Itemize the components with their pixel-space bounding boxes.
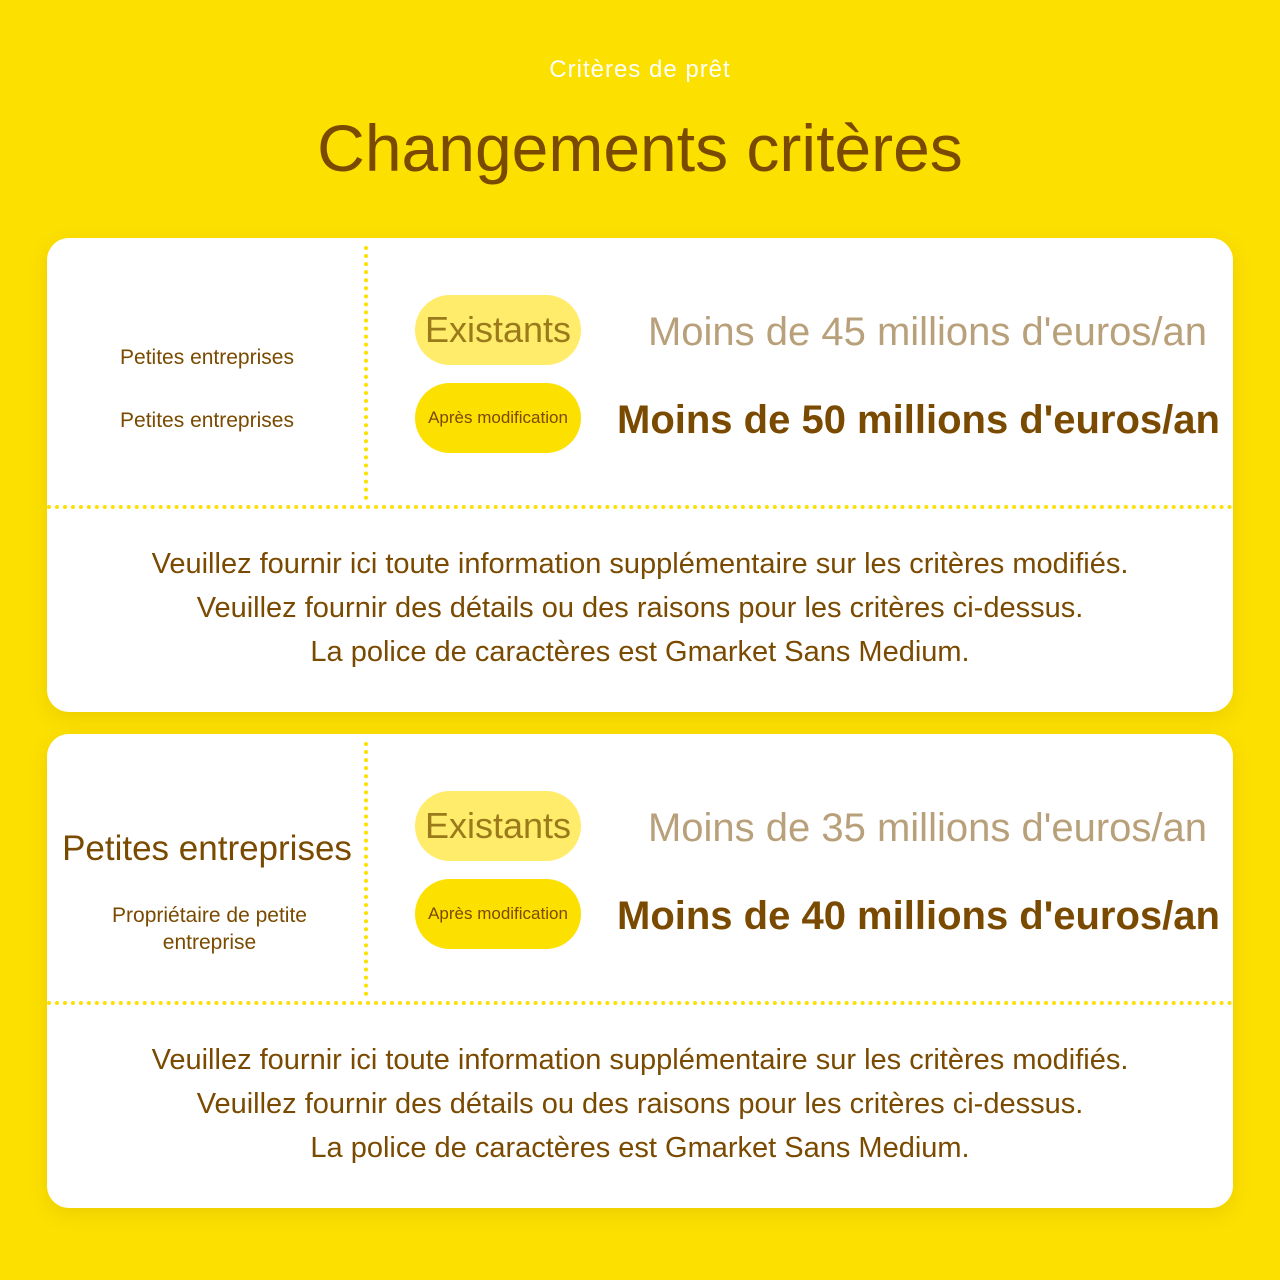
eyebrow-label: Critères de prêt — [549, 56, 731, 83]
description-line: Veuillez fournir des détails ou des raisons pour les critères ci-dessus. — [196, 1088, 1084, 1120]
category-sublabel: Propriétaire de petite entreprise — [112, 904, 307, 954]
category-sublabel: Petites entreprises — [120, 409, 294, 432]
description-line: Veuillez fournir ici toute information supplémentaire sur les critères modifiés. — [151, 548, 1129, 580]
vertical-divider — [364, 246, 368, 500]
after-modification-value: Moins de 40 millions d'euros/an — [617, 894, 1220, 938]
existing-value: Moins de 45 millions d'euros/an — [647, 310, 1207, 354]
existing-value: Moins de 35 millions d'euros/an — [647, 806, 1207, 850]
criteria-card-1 — [47, 238, 1233, 712]
description-line: Veuillez fournir ici toute information supplémentaire sur les critères modifiés. — [151, 1044, 1129, 1076]
vertical-divider — [364, 742, 368, 996]
horizontal-divider — [47, 1001, 1233, 1005]
after-modification-badge: Après modification — [415, 879, 581, 949]
description-line: La police de caractères est Gmarket Sans Medium. — [310, 1132, 970, 1164]
existing-badge: Existants — [415, 791, 581, 861]
category-label: Petites entreprises — [120, 346, 294, 369]
after-modification-badge: Après modification — [415, 383, 581, 453]
description-block — [47, 1038, 1233, 1170]
horizontal-divider — [47, 505, 1233, 509]
page-title: Changements critères — [317, 111, 963, 185]
description-block — [47, 542, 1233, 674]
category-label: Petites entreprises — [62, 829, 352, 868]
description-line: Veuillez fournir des détails ou des raisons pour les critères ci-dessus. — [196, 592, 1084, 624]
existing-badge: Existants — [415, 295, 581, 365]
criteria-card-2 — [47, 734, 1233, 1208]
description-line: La police de caractères est Gmarket Sans Medium. — [310, 636, 970, 668]
after-modification-value: Moins de 50 millions d'euros/an — [617, 398, 1220, 442]
